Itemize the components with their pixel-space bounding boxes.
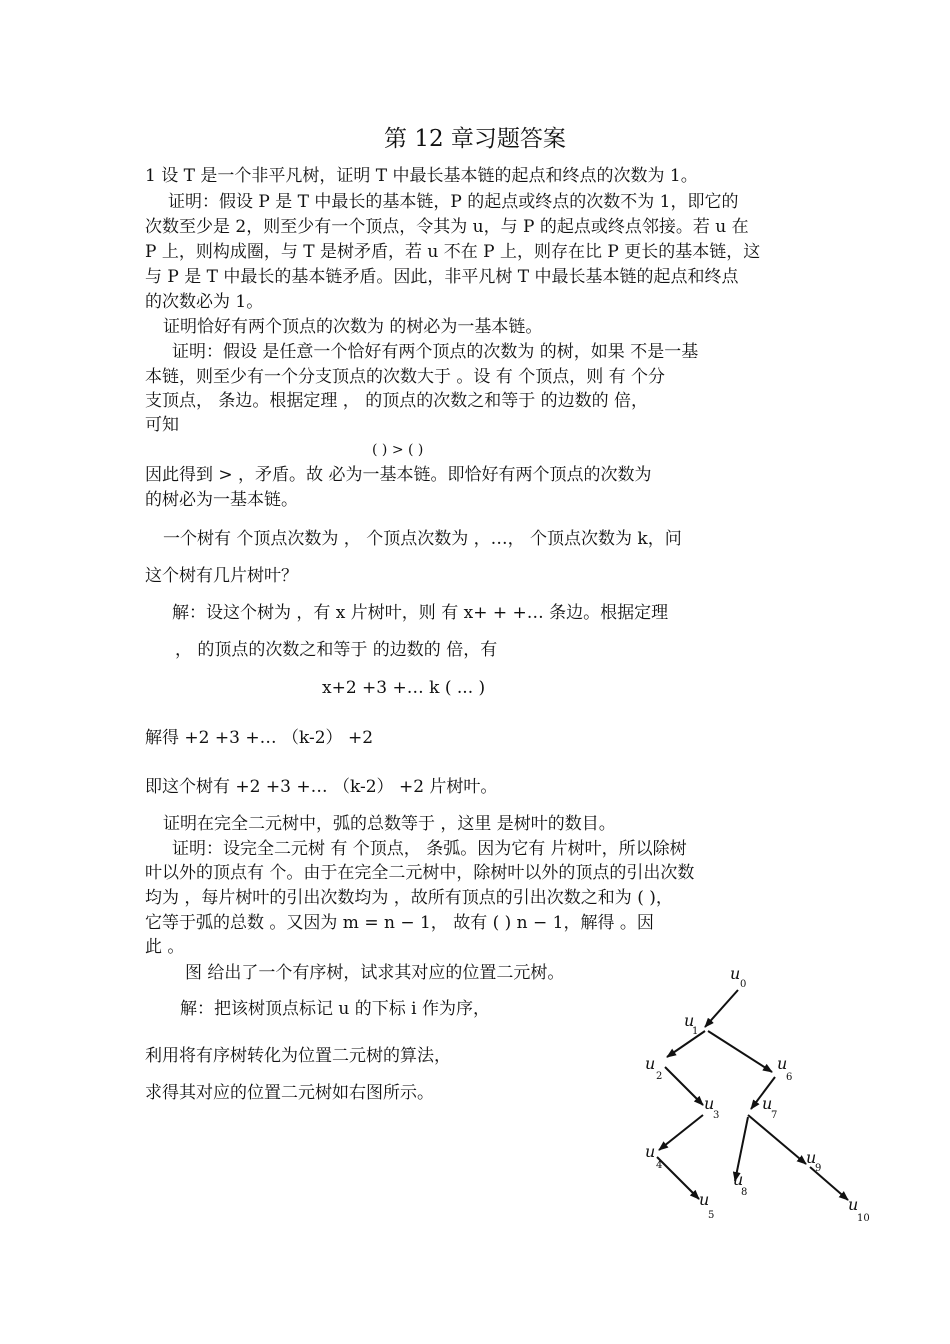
tree-node-u9: u	[806, 1148, 817, 1167]
problem-3-formula: x+2 +3 +… k ( ... )	[322, 678, 486, 698]
problem-4-line: 叶以外的顶点有 个。由于在完全二元树中，除树叶以外的顶点的引出次数	[145, 863, 695, 883]
problem-1-line: 证明：假设 P 是 T 中最长的基本链，P 的起点或终点的次数不为 1，即它的	[168, 192, 739, 212]
problem-1-question: 1 设 T 是一个非平凡树，证明 T 中最长基本链的起点和终点的次数为 1。	[145, 166, 698, 186]
tree-node-sub: 7	[771, 1110, 778, 1121]
tree-node-sub: 2	[656, 1071, 663, 1082]
problem-3-line: ， 的顶点的次数之和等于 的边数的 倍，有	[175, 640, 498, 660]
tree-node-sub: 5	[708, 1210, 715, 1221]
page-title: 第 12 章习题答案	[384, 126, 566, 152]
tree-node-u6: u	[777, 1054, 788, 1073]
tree-node-u3: u	[704, 1094, 715, 1113]
tree-node-sub: 1	[692, 1026, 699, 1037]
tree-node-sub: 10	[857, 1213, 870, 1224]
problem-5-line: 利用将有序树转化为位置二元树的算法，	[145, 1046, 451, 1066]
tree-node-u2: u	[645, 1054, 656, 1073]
problem-1-line: 次数至少是 2，则至少有一个顶点，令其为 u，与 P 的起点或终点邻接。若 u 在	[145, 217, 749, 237]
tree-node-sub: 9	[815, 1163, 822, 1174]
problem-3-line: 解：设这个树为 ，有 x 片树叶，则 有 x+ + +… 条边。根据定理	[172, 603, 669, 623]
problem-3-answer: 即这个树有 +2 +3 +… （k-2） +2 片树叶。	[145, 777, 498, 797]
tree-node-u0: u	[730, 964, 741, 983]
binary-tree-diagram	[630, 955, 890, 1235]
tree-edge	[667, 1031, 705, 1057]
tree-edge	[748, 1115, 806, 1164]
tree-node-sub: 4	[656, 1160, 663, 1171]
tree-edge	[705, 990, 738, 1027]
problem-4-line: 均为 ，每片树叶的引出次数均为 ，故所有顶点的引出次数之和为 ( )，	[145, 888, 673, 908]
problem-5-line: 图 给出了一个有序树，试求其对应的位置二元树。	[185, 963, 565, 983]
tree-node-u7: u	[762, 1094, 773, 1113]
tree-edge	[708, 1031, 772, 1072]
tree-node-u4: u	[645, 1142, 656, 1161]
problem-2-question: 证明恰好有两个顶点的次数为 的树必为一基本链。	[163, 317, 543, 337]
problem-2-line: 因此得到 > ，矛盾。故 必为一基本链。即恰好有两个顶点的次数为	[145, 465, 652, 485]
problem-2-line: 本链，则至少有一个分支顶点的次数大于 。设 有 个顶点，则 有 个分	[145, 367, 666, 387]
problem-2-line: 可知	[145, 415, 179, 435]
problem-3-line: 这个树有几片树叶？	[145, 566, 298, 586]
tree-node-u5: u	[699, 1190, 710, 1209]
problem-2-line: 的树必为一基本链。	[145, 490, 298, 510]
problem-1-line: P 上，则构成圈，与 T 是树矛盾，若 u 不在 P 上，则存在比 P 更长的基本链，这	[145, 242, 761, 262]
tree-node-sub: 6	[786, 1072, 793, 1083]
problem-3-solution: 解得 +2 +3 +… （k-2） +2	[145, 728, 374, 748]
problem-1-line: 的次数必为 1。	[145, 292, 264, 312]
problem-4-line: 证明：设完全二元树 有 个顶点， 条弧。因为它有 片树叶，所以除树	[172, 839, 687, 859]
problem-2-formula: ( ) > ( )	[372, 442, 424, 458]
tree-edge	[665, 1067, 703, 1105]
tree-node-u10: u	[848, 1195, 859, 1214]
tree-node-sub: 0	[740, 979, 747, 990]
problem-5-line: 求得其对应的位置二元树如右图所示。	[145, 1083, 434, 1103]
tree-node-u8: u	[733, 1170, 744, 1189]
problem-3-line: 一个树有 个顶点次数为 ， 个顶点次数为 ，…， 个顶点次数为 k，问	[163, 529, 682, 549]
problem-2-line: 证明：假设 是任意一个恰好有两个顶点的次数为 的树，如果 不是一基	[172, 342, 699, 362]
problem-5-line: 解：把该树顶点标记 u 的下标 i 作为序，	[180, 999, 491, 1019]
problem-4-line: 证明在完全二元树中，弧的总数等于 ，这里 是树叶的数目。	[163, 814, 616, 834]
problem-4-line: 它等于弧的总数 。又因为 m = n − 1， 故有 ( ) n − 1，解得 。因	[145, 913, 654, 933]
tree-edge	[659, 1115, 703, 1150]
problem-4-line: 此 。	[145, 937, 185, 957]
tree-node-sub: 8	[741, 1187, 748, 1198]
problem-1-line: 与 P 是 T 中最长的基本链矛盾。因此，非平凡树 T 中最长基本链的起点和终点	[145, 267, 739, 287]
tree-node-u1: u	[684, 1011, 695, 1030]
problem-2-line: 支顶点， 条边。根据定理 ， 的顶点的次数之和等于 的边数的 倍，	[145, 391, 649, 411]
tree-node-sub: 3	[713, 1110, 720, 1121]
tree-edge	[657, 1157, 699, 1199]
